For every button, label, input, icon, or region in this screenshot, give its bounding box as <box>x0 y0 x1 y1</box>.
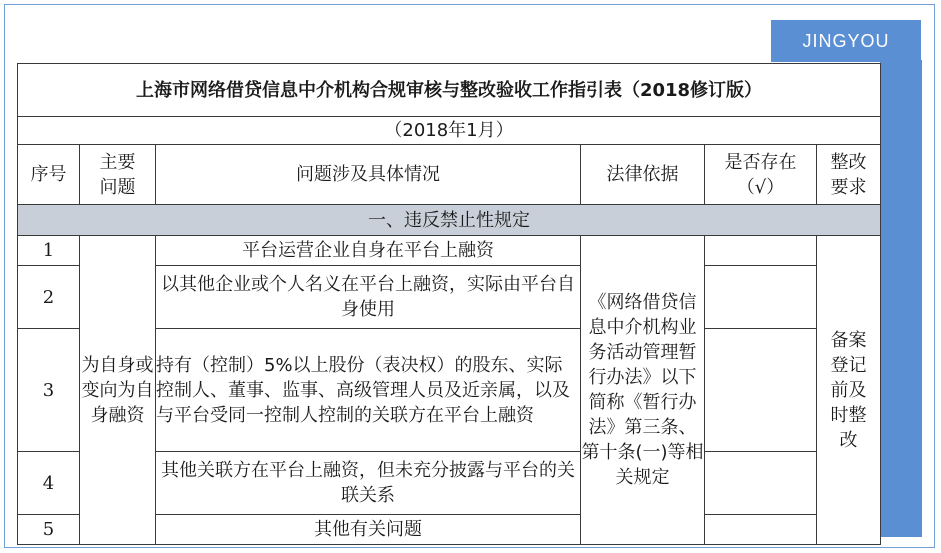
exists-checkbox-cell[interactable] <box>705 515 817 545</box>
header-legal-basis: 法律依据 <box>581 145 705 205</box>
row-seq: 1 <box>18 236 80 266</box>
row-detail: 其他有关问题 <box>156 515 581 545</box>
header-seq: 序号 <box>18 145 80 205</box>
header-row <box>18 145 881 205</box>
header-rectification: 整改要求 <box>817 145 881 205</box>
exists-checkbox-cell[interactable] <box>705 329 817 452</box>
row-seq: 5 <box>18 515 80 545</box>
row-detail: 其他关联方在平台上融资，但未充分披露与平台的关联关系 <box>156 452 581 515</box>
main-issue-cell: 为自身或变向为自身融资 <box>80 236 156 545</box>
exists-checkbox-cell[interactable] <box>705 452 817 515</box>
header-main-issue: 主要问题 <box>80 145 156 205</box>
header-exists: 是否存在（√） <box>705 145 817 205</box>
table-title: 上海市网络借贷信息中介机构合规审核与整改验收工作指引表（2018修订版） <box>18 64 881 117</box>
row-detail: 平台运营企业自身在平台上融资 <box>156 236 581 266</box>
section-heading: 一、违反禁止性规定 <box>18 205 881 236</box>
rectification-cell: 备案登记前及时整改 <box>817 236 881 545</box>
row-seq: 2 <box>18 266 80 329</box>
side-accent-bar <box>880 60 922 537</box>
exists-checkbox-cell[interactable] <box>705 266 817 329</box>
row-detail: 持有（控制）5%以上股份（表决权）的股东、实际控制人、董事、监事、高级管理人员及近亲属，以及与平台受同一控制人控制的关联方在平台上融资 <box>156 329 581 452</box>
table-date: （2018年1月） <box>18 117 881 145</box>
exists-checkbox-cell[interactable] <box>705 236 817 266</box>
brand-logo: JINGYOU <box>771 20 921 62</box>
row-seq: 3 <box>18 329 80 452</box>
legal-basis-cell: 《网络借贷信息中介机构业务活动管理暂行办法》以下简称《暂行办法》第三条、第十条(一)等相关规定 <box>581 236 705 545</box>
table-row <box>18 236 881 266</box>
header-details: 问题涉及具体情况 <box>156 145 581 205</box>
compliance-table <box>17 63 881 545</box>
row-seq: 4 <box>18 452 80 515</box>
row-detail: 以其他企业或个人名义在平台上融资，实际由平台自身使用 <box>156 266 581 329</box>
